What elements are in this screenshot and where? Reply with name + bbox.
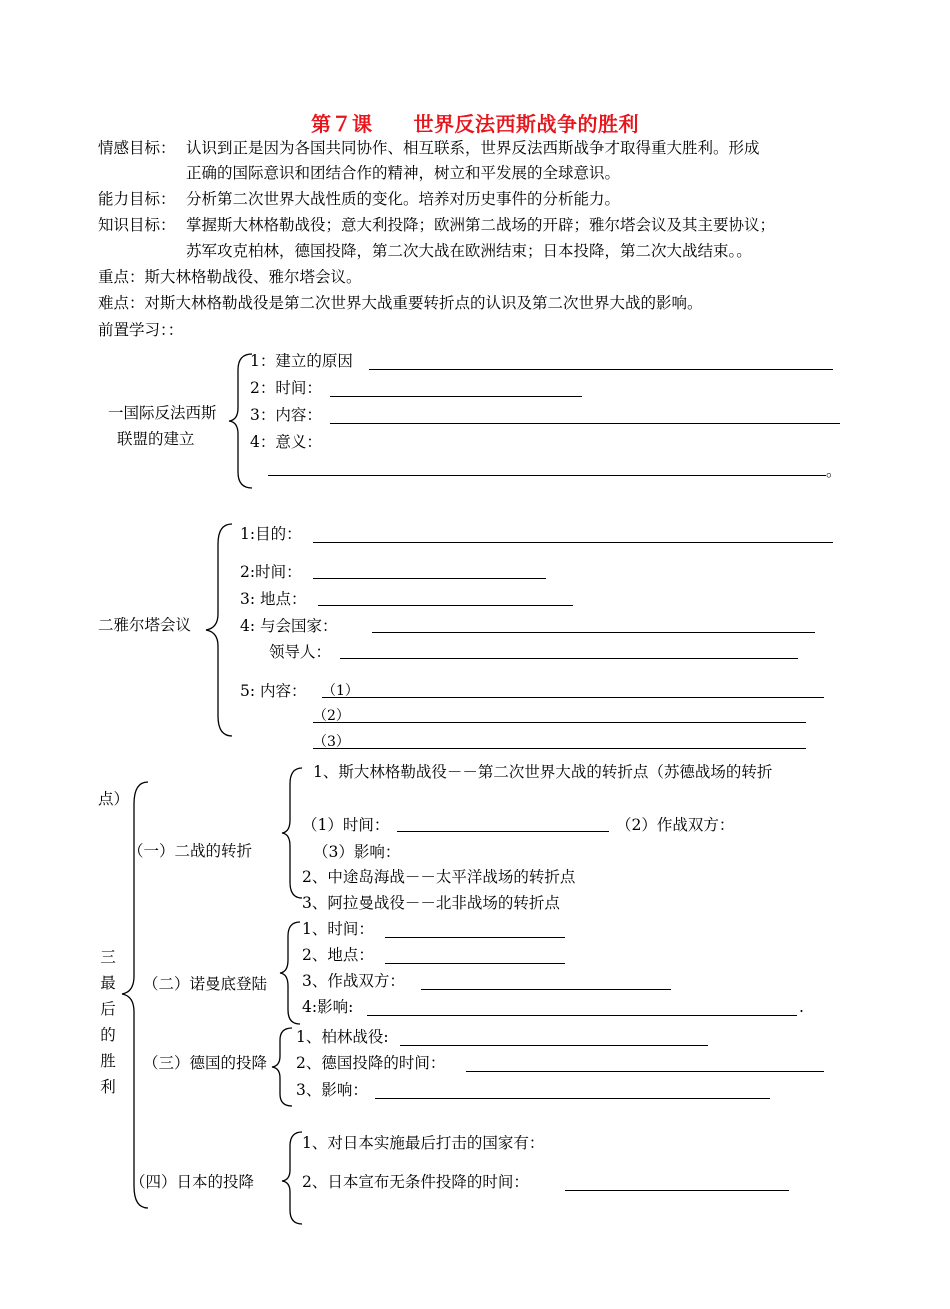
section2-countries: 4: 与会国家： — [240, 617, 338, 635]
japan-time-blank[interactable] — [565, 1190, 789, 1191]
part1-time: （1）时间： — [302, 816, 390, 834]
normandy-place-blank[interactable] — [385, 963, 565, 964]
emotion-text-line1: 认识到正是因为各国共同协作、相互联系，世界反法西斯战争才取得重大胜利。形成 — [186, 139, 760, 157]
section2-place: 3: 地点： — [240, 590, 307, 608]
part2-sides: 3、作战双方： — [302, 972, 405, 990]
emotion-text-line2: 正确的国际意识和团结合作的精神，树立和平发展的全球意识。 — [186, 164, 621, 182]
section1-item-reason: 1：建立的原因 — [250, 352, 353, 370]
part4-countries: 1、对日本实施最后打击的国家有： — [302, 1134, 545, 1152]
part2-label: （二）诺曼底登陆 — [143, 975, 268, 993]
part2-impact: 4:影响: — [302, 998, 354, 1016]
section3-label-char: 的 — [100, 1026, 116, 1044]
section1-item-significance: 4：意义： — [250, 433, 322, 451]
part2-end-mark: . — [799, 998, 804, 1016]
yalta-place-blank[interactable] — [318, 605, 573, 606]
normandy-impact-blank[interactable] — [367, 1015, 797, 1016]
content-blank-2[interactable] — [313, 722, 806, 723]
section3-label-char: 三 — [100, 948, 116, 966]
part4-time: 2、日本宣布无条件投降的时间： — [302, 1173, 529, 1191]
section1-label-line2: 联盟的建立 — [117, 430, 195, 448]
time-blank[interactable] — [330, 396, 582, 397]
page-title: 第７课 世界反法西斯战争的胜利 — [311, 112, 639, 136]
part1-item2: 2、中途岛海战－－太平洋战场的转折点 — [302, 868, 576, 886]
section2-content: 5: 内容： — [240, 682, 307, 700]
section2-brace — [202, 522, 236, 738]
significance-blank[interactable] — [268, 475, 826, 476]
content-blank-3[interactable] — [313, 748, 806, 749]
knowledge-text-line2: 苏军攻克柏林，德国投降，第二次大战在欧洲结束；日本投降，第二次大战结束。。 — [186, 242, 752, 260]
normandy-time-blank[interactable] — [385, 937, 565, 938]
ability-label: 能力目标： — [98, 190, 176, 208]
section1-end-mark: 。 — [826, 462, 842, 480]
berlin-blank[interactable] — [400, 1045, 708, 1046]
content-blank[interactable] — [330, 423, 840, 424]
part3-impact: 3、影响： — [296, 1081, 368, 1099]
part2-brace — [278, 920, 304, 1026]
section2-label: 二雅尔塔会议 — [98, 616, 192, 634]
stalingrad-time-blank[interactable] — [397, 831, 609, 832]
section2-leaders: 领导人： — [269, 643, 332, 661]
key-points: 重点：斯大林格勒战役、雅尔塔会议。 — [98, 268, 362, 286]
part1-label: （一）二战的转折 — [128, 842, 253, 860]
part1-sides: （2）作战双方： — [616, 816, 735, 834]
section2-content-sub2: （2） — [313, 708, 350, 724]
ability-text: 分析第二次世界大战性质的变化。培养对历史事件的分析能力。 — [186, 190, 621, 208]
purpose-blank[interactable] — [313, 542, 833, 543]
knowledge-label: 知识目标： — [98, 216, 176, 234]
part2-place: 2、地点： — [302, 946, 374, 964]
part1-impact: （3）影响： — [313, 843, 401, 861]
emotion-label: 情感目标： — [98, 139, 176, 157]
part3-brace — [270, 1026, 296, 1108]
section2-content-sub3: （3） — [313, 734, 350, 750]
countries-blank[interactable] — [372, 632, 815, 633]
section1-label-line1: 一国际反法西斯 — [108, 404, 217, 422]
section3-label-char: 胜 — [100, 1052, 116, 1070]
section2-purpose: 1:目的： — [240, 525, 302, 543]
section2-content-sub1: （1） — [322, 683, 359, 699]
part3-time: 2、德国投降的时间： — [296, 1054, 446, 1072]
part1-item1-line2: 点） — [98, 790, 130, 808]
part2-time: 1、时间： — [302, 920, 374, 938]
germany-impact-blank[interactable] — [375, 1098, 770, 1099]
leaders-blank[interactable] — [340, 658, 798, 659]
section2-time: 2:时间： — [240, 563, 302, 581]
part3-berlin: 1、柏林战役: — [296, 1028, 389, 1046]
germany-time-blank[interactable] — [466, 1071, 824, 1072]
section3-label-char: 最 — [100, 974, 116, 992]
section1-item-content: 3：内容： — [250, 406, 322, 424]
preview-heading: 前置学习：： — [98, 321, 184, 339]
knowledge-text-line1: 掌握斯大林格勒战役；意大利投降；欧洲第二战场的开辟；雅尔塔会议及其主要协议； — [186, 216, 776, 234]
section3-label-char: 后 — [100, 1000, 116, 1018]
part1-item3: 3、阿拉曼战役－－北非战场的转折点 — [302, 894, 560, 912]
part1-item1-line1: 1、斯大林格勒战役－－第二次世界大战的转折点（苏德战场的转折 — [313, 763, 773, 781]
part4-label: （四）日本的投降 — [130, 1173, 255, 1191]
normandy-sides-blank[interactable] — [421, 989, 671, 990]
content-blank-1[interactable] — [322, 697, 824, 698]
section1-item-time: 2：时间： — [250, 379, 322, 397]
reason-blank[interactable] — [369, 369, 833, 370]
yalta-time-blank[interactable] — [313, 578, 546, 579]
difficult-points: 难点：对斯大林格勒战役是第二次世界大战重要转折点的认识及第二次世界大战的影响。 — [98, 294, 703, 312]
section3-label-char: 利 — [100, 1078, 116, 1096]
part3-label: （三）德国的投降 — [143, 1054, 268, 1072]
